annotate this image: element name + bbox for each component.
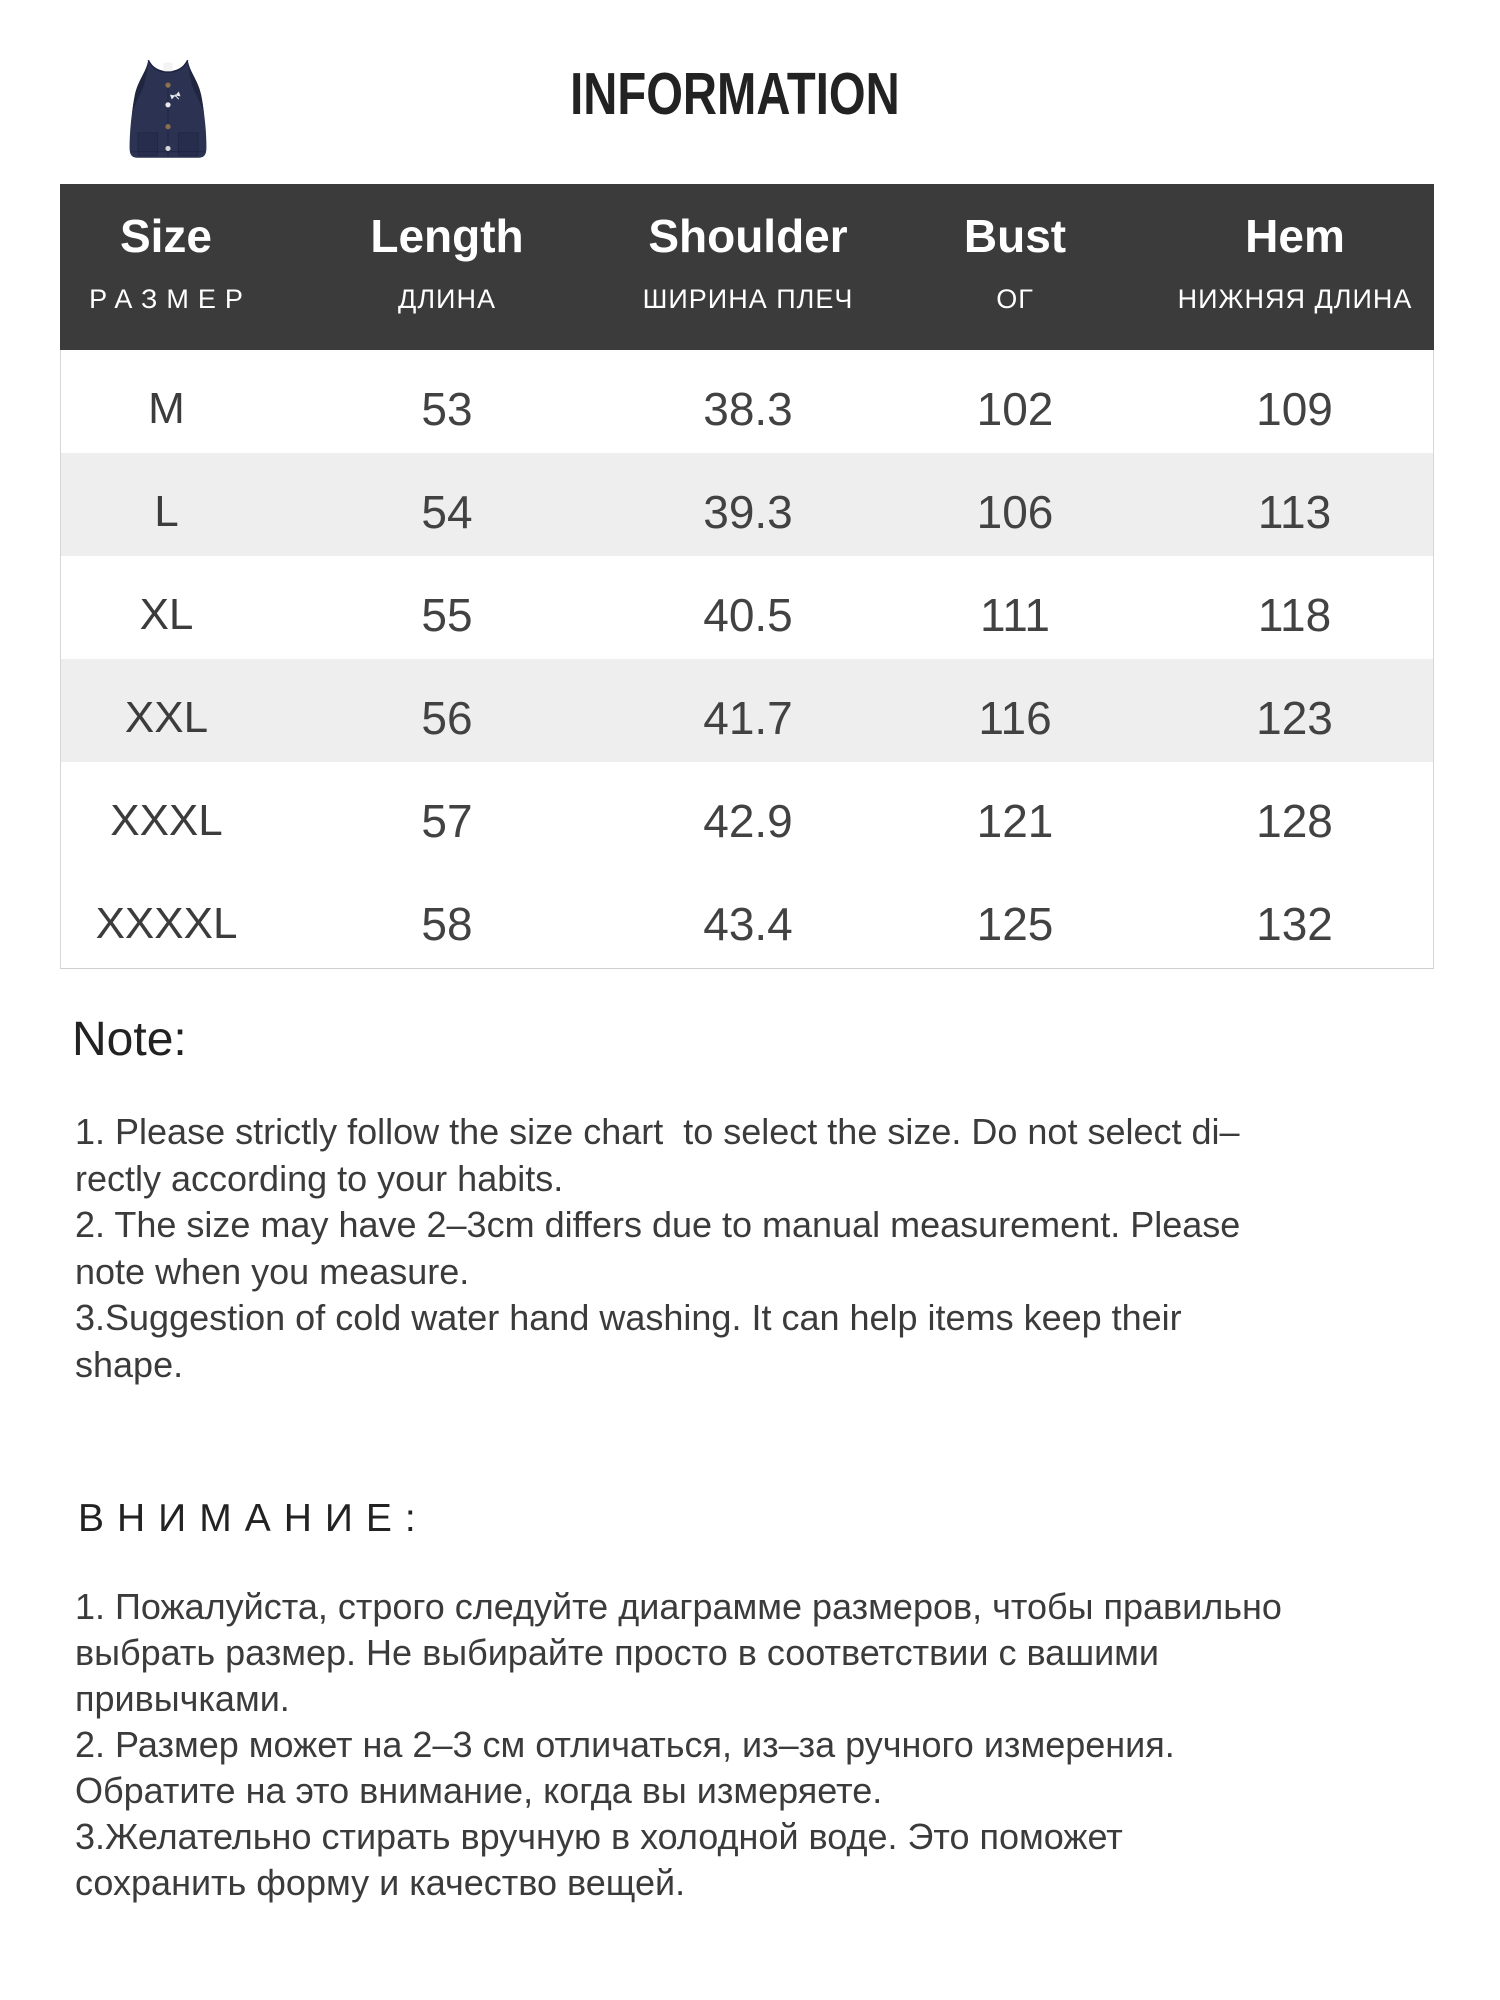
cell-hem: 118 — [1257, 588, 1332, 641]
cell-hem: 113 — [1257, 485, 1332, 538]
column-header-size — [60, 184, 272, 350]
cell-length: 55 — [421, 588, 473, 641]
note-line: сохранить форму и качество вещей. — [75, 1862, 686, 1903]
cell-hem: 123 — [1256, 691, 1333, 744]
note-line: note when you measure. — [75, 1250, 470, 1292]
column-label-en: Size — [119, 210, 213, 262]
cell-shoulder: 40.5 — [703, 588, 793, 641]
column-label-ru: РАЗМЕР — [89, 284, 252, 314]
table-row — [61, 865, 1433, 968]
size-table — [60, 184, 1434, 969]
note-line: 2. The size may have 2–3cm differs due to manual measurement. Please — [75, 1204, 1241, 1245]
column-label-en: Bust — [963, 210, 1067, 262]
column-label-ru: ШИРИНА ПЛЕЧ — [642, 284, 854, 314]
cell-bust: 121 — [976, 794, 1054, 847]
note-line: 1. Please strictly follow the size chart to select the size. Do not select di– — [75, 1111, 1240, 1152]
title-row — [0, 61, 1470, 127]
cell-size: XXXXL — [95, 898, 238, 948]
cell-size: L — [154, 486, 179, 536]
cell-hem: 109 — [1256, 382, 1333, 435]
column-label-en: Shoulder — [648, 210, 848, 262]
cell-shoulder: 43.4 — [703, 897, 793, 950]
cell-size: XXXL — [110, 795, 223, 845]
cell-bust: 106 — [976, 485, 1054, 538]
cell-length: 53 — [421, 382, 473, 435]
note-line: 1. Пожалуйста, строго следуйте диаграмме размеров, чтобы правильно — [75, 1586, 1282, 1627]
table-row — [61, 762, 1433, 865]
cell-bust: 111 — [980, 588, 1050, 641]
note-line: 2. Размер может на 2–3 см отличаться, из–за ручного измерения. — [75, 1724, 1175, 1765]
column-header-length — [272, 184, 622, 350]
column-label-ru: ОГ — [996, 284, 1034, 314]
cell-length: 56 — [421, 691, 473, 744]
column-label-en: Length — [370, 210, 524, 262]
cell-length: 57 — [421, 794, 473, 847]
cell-size: XXL — [124, 692, 209, 742]
column-label-en: Hem — [1245, 210, 1345, 262]
note-line: 3.Желательно стирать вручную в холодной воде. Это поможет — [75, 1816, 1123, 1857]
size-table-header — [60, 184, 1434, 350]
note-line: Обратите на это внимание, когда вы измеряете. — [75, 1770, 883, 1811]
cell-bust: 116 — [978, 691, 1052, 744]
cell-size: M — [148, 383, 185, 433]
column-label-ru: НИЖНЯЯ ДЛИНА — [1177, 284, 1413, 314]
cell-shoulder: 42.9 — [703, 794, 793, 847]
cell-shoulder: 39.3 — [703, 485, 793, 538]
cell-shoulder: 41.7 — [703, 691, 793, 744]
note-text-ru — [75, 1584, 1282, 1906]
cell-size: XL — [139, 589, 194, 639]
cell-bust: 125 — [976, 897, 1054, 950]
cell-shoulder: 38.3 — [703, 382, 793, 435]
note-line: привычками. — [75, 1678, 290, 1719]
table-row — [61, 350, 1433, 453]
note-line: 3.Suggestion of cold water hand washing. It can help items keep their — [75, 1297, 1182, 1338]
note-line: rectly according to your habits. — [75, 1157, 564, 1199]
column-label-ru: ДЛИНА — [398, 284, 496, 314]
cell-bust: 102 — [976, 382, 1054, 435]
table-row — [61, 659, 1433, 762]
column-header-bust — [874, 184, 1156, 350]
note-line: выбрать размер. Не выбирайте просто в соответствии с вашими — [75, 1632, 1160, 1673]
column-header-shoulder — [622, 184, 874, 350]
note-line: shape. — [75, 1343, 184, 1385]
table-row — [61, 556, 1433, 659]
cell-hem: 128 — [1256, 794, 1333, 847]
page-title: INFORMATION — [570, 61, 900, 127]
table-row — [61, 453, 1433, 556]
note-heading: Note: — [72, 1013, 187, 1066]
attention-heading: ВНИМАНИЕ: — [78, 1497, 429, 1540]
cell-hem: 132 — [1256, 897, 1333, 950]
note-text-en — [75, 1109, 1240, 1388]
cell-length: 54 — [421, 485, 473, 538]
size-table-body — [60, 350, 1434, 969]
column-header-hem — [1156, 184, 1434, 350]
cell-length: 58 — [421, 897, 473, 950]
